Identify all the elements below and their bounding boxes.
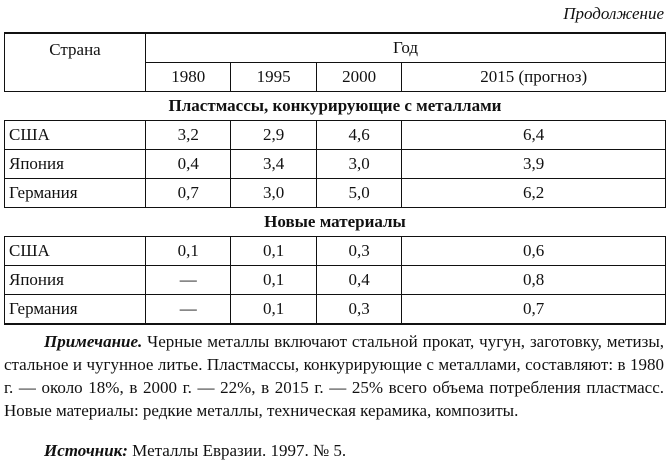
table-row bbox=[5, 179, 666, 208]
year-2015: 2015 (прогноз) bbox=[402, 63, 666, 92]
country-cell: Япония bbox=[5, 266, 146, 295]
section-title: Новые материалы bbox=[5, 208, 666, 237]
value-cell: 4,6 bbox=[316, 121, 401, 150]
value-cell: 0,3 bbox=[316, 295, 401, 325]
table-row bbox=[5, 295, 666, 325]
value-cell: 0,3 bbox=[316, 237, 401, 266]
note-text: Черные металлы включают стальной прокат, чугун, заготовку, метизы, стальное и чугунное литье. Пластмассы, конкурирующие с металлами, составляют: в 1980 г. — около 18%, в 2000 г. — 22%, в 2015 г. — 25% всего объема потребления пластмасс. Новые материалы: редкие металлы, техническая керамика, композиты. bbox=[4, 332, 664, 420]
value-cell: 0,4 bbox=[316, 266, 401, 295]
data-table bbox=[4, 32, 666, 325]
year-2000: 2000 bbox=[316, 63, 401, 92]
value-cell: 0,7 bbox=[146, 179, 231, 208]
value-cell: 3,0 bbox=[231, 179, 316, 208]
table-row bbox=[5, 237, 666, 266]
continuation-label: Продолжение bbox=[563, 4, 664, 23]
country-header: Страна bbox=[5, 33, 146, 92]
country-cell: Германия bbox=[5, 179, 146, 208]
country-cell: США bbox=[5, 121, 146, 150]
table-row bbox=[5, 121, 666, 150]
source-line bbox=[44, 441, 346, 461]
value-cell: 5,0 bbox=[316, 179, 401, 208]
country-cell: Япония bbox=[5, 150, 146, 179]
value-cell: 6,4 bbox=[402, 121, 666, 150]
source-label: Источник: bbox=[44, 441, 128, 460]
country-cell: Германия bbox=[5, 295, 146, 325]
table-row bbox=[5, 266, 666, 295]
section-title-row bbox=[5, 92, 666, 121]
value-cell: 3,2 bbox=[146, 121, 231, 150]
year-1980: 1980 bbox=[146, 63, 231, 92]
year-header: Год bbox=[146, 33, 666, 63]
value-cell: 2,9 bbox=[231, 121, 316, 150]
note-label: Примечание. bbox=[44, 332, 143, 351]
value-cell: — bbox=[146, 266, 231, 295]
value-cell: 0,1 bbox=[146, 237, 231, 266]
section-title: Пластмассы, конкурирующие с металлами bbox=[5, 92, 666, 121]
value-cell: 3,9 bbox=[402, 150, 666, 179]
value-cell: 3,0 bbox=[316, 150, 401, 179]
value-cell: 3,4 bbox=[231, 150, 316, 179]
value-cell: 6,2 bbox=[402, 179, 666, 208]
value-cell: 0,1 bbox=[231, 266, 316, 295]
value-cell: 0,4 bbox=[146, 150, 231, 179]
value-cell: — bbox=[146, 295, 231, 325]
section-title-row bbox=[5, 208, 666, 237]
value-cell: 0,1 bbox=[231, 237, 316, 266]
value-cell: 0,6 bbox=[402, 237, 666, 266]
table-row bbox=[5, 150, 666, 179]
year-1995: 1995 bbox=[231, 63, 316, 92]
country-cell: США bbox=[5, 237, 146, 266]
note-paragraph bbox=[4, 330, 664, 422]
value-cell: 0,7 bbox=[402, 295, 666, 325]
value-cell: 0,8 bbox=[402, 266, 666, 295]
source-text: Металлы Евразии. 1997. № 5. bbox=[127, 441, 347, 460]
value-cell: 0,1 bbox=[231, 295, 316, 325]
header-row-1 bbox=[5, 33, 666, 63]
